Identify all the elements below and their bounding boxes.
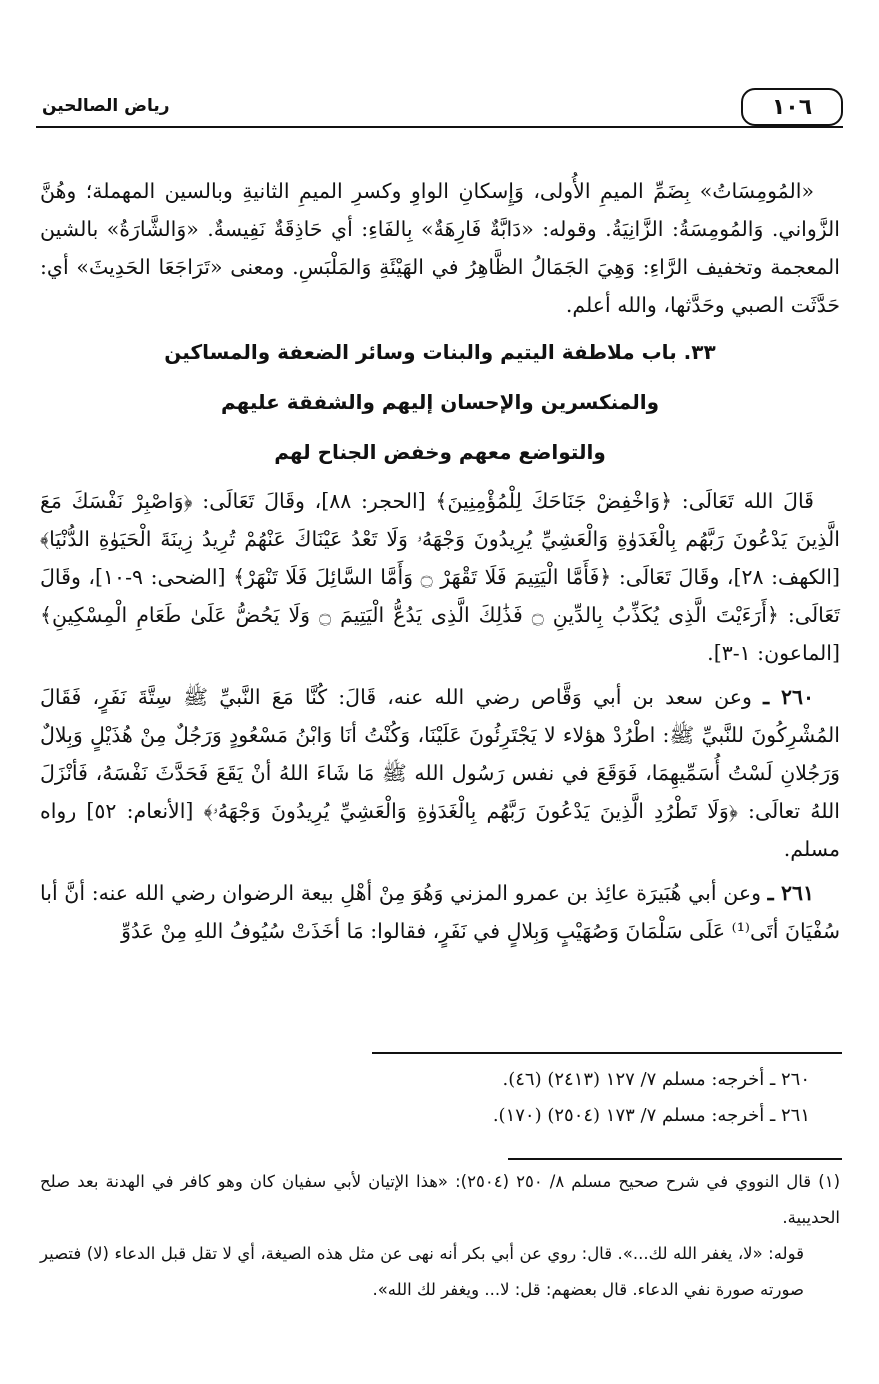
hadith-260-text: وعن سعد بن أبي وَقَّاص رضي الله عنه، قَالَ: كُنَّا مَعَ النَّبيِّ ﷺ سِتَّةَ نَفَرٍ، فَقَالَ المُشْرِكُونَ للنَّبيِّ ﷺ: اطْرُدْ هؤلاء لا يَجْتَرِئُونَ عَلَيْنَا، وَكُنْتُ أنَا وَابْنُ مَسْعُودٍ وَرَجُلٌ مِنْ هُذَيْلٍ وَبِلالٌ وَرَجُلانِ لَسْتُ أُسَمِّيهِمَا، فَوَقَعَ في نفس رَسُول الله ﷺ مَا شَاءَ اللهُ أنْ يَقَعَ فَحَدَّثَ نَفْسَهُ، فَأنْزَلَ اللهُ تعالَى: ﴿وَلَا تَطْرُدِ الَّذِينَ يَدْعُونَ رَبَّهُم بِالْغَدَوٰةِ وَالْعَشِيِّ يُرِيدُونَ وَجْهَهُۥ﴾ [الأنعام: ٥٢] رواه مسلم. <box>40 685 840 861</box>
hadith-261 <box>40 874 840 950</box>
footnote <box>40 1164 840 1308</box>
footnote-line-1 <box>40 1164 840 1236</box>
page-number: ١٠٦ <box>741 88 843 126</box>
glossary-paragraph: «المُومِسَاتُ» بِضَمِّ الميمِ الأُولى، وَإِسكانِ الواوِ وكسرِ الميمِ الثانيةِ وبالسين المهملة؛ وهُنَّ الزَّواني. وَالمُومِسَةُ: الزَّانِيَةُ. وقوله: «دَابَّةٌ فَارِهَةٌ» بِالفَاءِ: أي حَاذِقَةٌ نَفِيسةٌ. «وَالشَّارَةُ» بالشين المعجمة وتخفيف الرَّاءِ: وَهِيَ الجَمَالُ الظَّاهِرُ في الهَيْئَةِ وَالمَلْبَسِ. ومعنى «تَرَاجَعَا الحَدِيثَ» أي: حَدَّثَت الصبي وحَدَّثها، والله أعلم. <box>40 179 840 317</box>
chapter-title-line-2: والمنكسرين والإحسان إليهم والشفقة عليهم <box>220 390 660 414</box>
hadith-260-number: ٢٦٠ ـ <box>763 685 814 709</box>
hadith-260 <box>40 678 840 868</box>
chapter-title-line-3: والتواضع معهم وخفض الجناح لهم <box>274 440 606 464</box>
footnote-rule <box>508 1158 842 1160</box>
takhrij-261: ٢٦١ ـ أخرجه: مسلم ٧/ ١٧٣ (٢٥٠٤) (١٧٠). <box>492 1105 810 1126</box>
chapter-title-line-1: ٣٣. باب ملاطفة اليتيم والبنات وسائر الضعفة والمساكين <box>164 340 716 364</box>
footnote-text-1: قال النووي في شرح صحيح مسلم ٨/ ٢٥٠ (٢٥٠٤): «هذا الإتيان لأبي سفيان كان وهو كافر في الهدنة بعد صلح الحديبية. <box>40 1172 840 1227</box>
takhrij-260: ٢٦٠ ـ أخرجه: مسلم ٧/ ١٢٧ (٢٤١٣) (٤٦). <box>502 1069 810 1090</box>
header-rule <box>36 126 843 128</box>
footnote-line-2: قوله: «لا، يغفر الله لك...». قال: روي عن أبي بكر أنه نهى عن مثل هذه الصيغة، أي لا تقل قبل الدعاء (لا) فتصير صورته صورة نفي الدعاء. قال بعضهم: قل: لا... ويغفر لك الله». <box>40 1244 804 1299</box>
hadith-261-text: وعن أبي هُبَيرَة عائِذ بن عمرو المزني وَهُوَ مِنْ أهْلِ بيعة الرضوان رضي الله عنه: أنَّ أبا سُفْيَانَ أتَى⁽¹⁾ عَلَى سَلْمَانَ وَصُهَيْبٍ وَبِلالٍ في نَفَرٍ، فقالوا: مَا أخَذَتْ سُيُوفُ اللهِ مِنْ عَدُوِّ <box>40 881 840 943</box>
takhrij-notes <box>40 1062 840 1134</box>
footnote-marker: (١) <box>818 1172 840 1191</box>
running-title: رياض الصالحين <box>42 96 170 116</box>
chapter-title <box>40 332 840 472</box>
takhrij-rule <box>372 1052 842 1054</box>
main-text <box>40 172 840 956</box>
verses-paragraph: قَالَ الله تَعَالَى: ﴿وَاخْفِضْ جَنَاحَكَ لِلْمُؤْمِنِينَ﴾ [الحجر: ٨٨]، وقَالَ تَعَالَى: ﴿وَاصْبِرْ نَفْسَكَ مَعَ الَّذِينَ يَدْعُونَ رَبَّهُم بِالْغَدَوٰةِ وَالْعَشِيِّ يُرِيدُونَ وَجْهَهُۥ وَلَا تَعْدُ عَيْنَاكَ عَنْهُمْ تُرِيدُ زِينَةَ الْحَيَوٰةِ الدُّنْيَا﴾ [الكهف: ٢٨]، وقَالَ تَعَالَى: ﴿فَأَمَّا الْيَتِيمَ فَلَا تَقْهَرْ ۝ وَأَمَّا السَّائِلَ فَلَا تَنْهَرْ﴾ [الضحى: ٩-١٠]، وقَالَ تَعَالَى: ﴿أَرَءَيْتَ الَّذِى يُكَذِّبُ بِالدِّينِ ۝ فَذَٰلِكَ الَّذِى يَدُعُّ الْيَتِيمَ ۝ وَلَا يَحُضُّ عَلَىٰ طَعَامِ الْمِسْكِينِ﴾ [الماعون: ١-٣]. <box>40 489 840 665</box>
hadith-261-number: ٢٦١ ـ <box>767 881 814 905</box>
running-header <box>36 88 843 128</box>
